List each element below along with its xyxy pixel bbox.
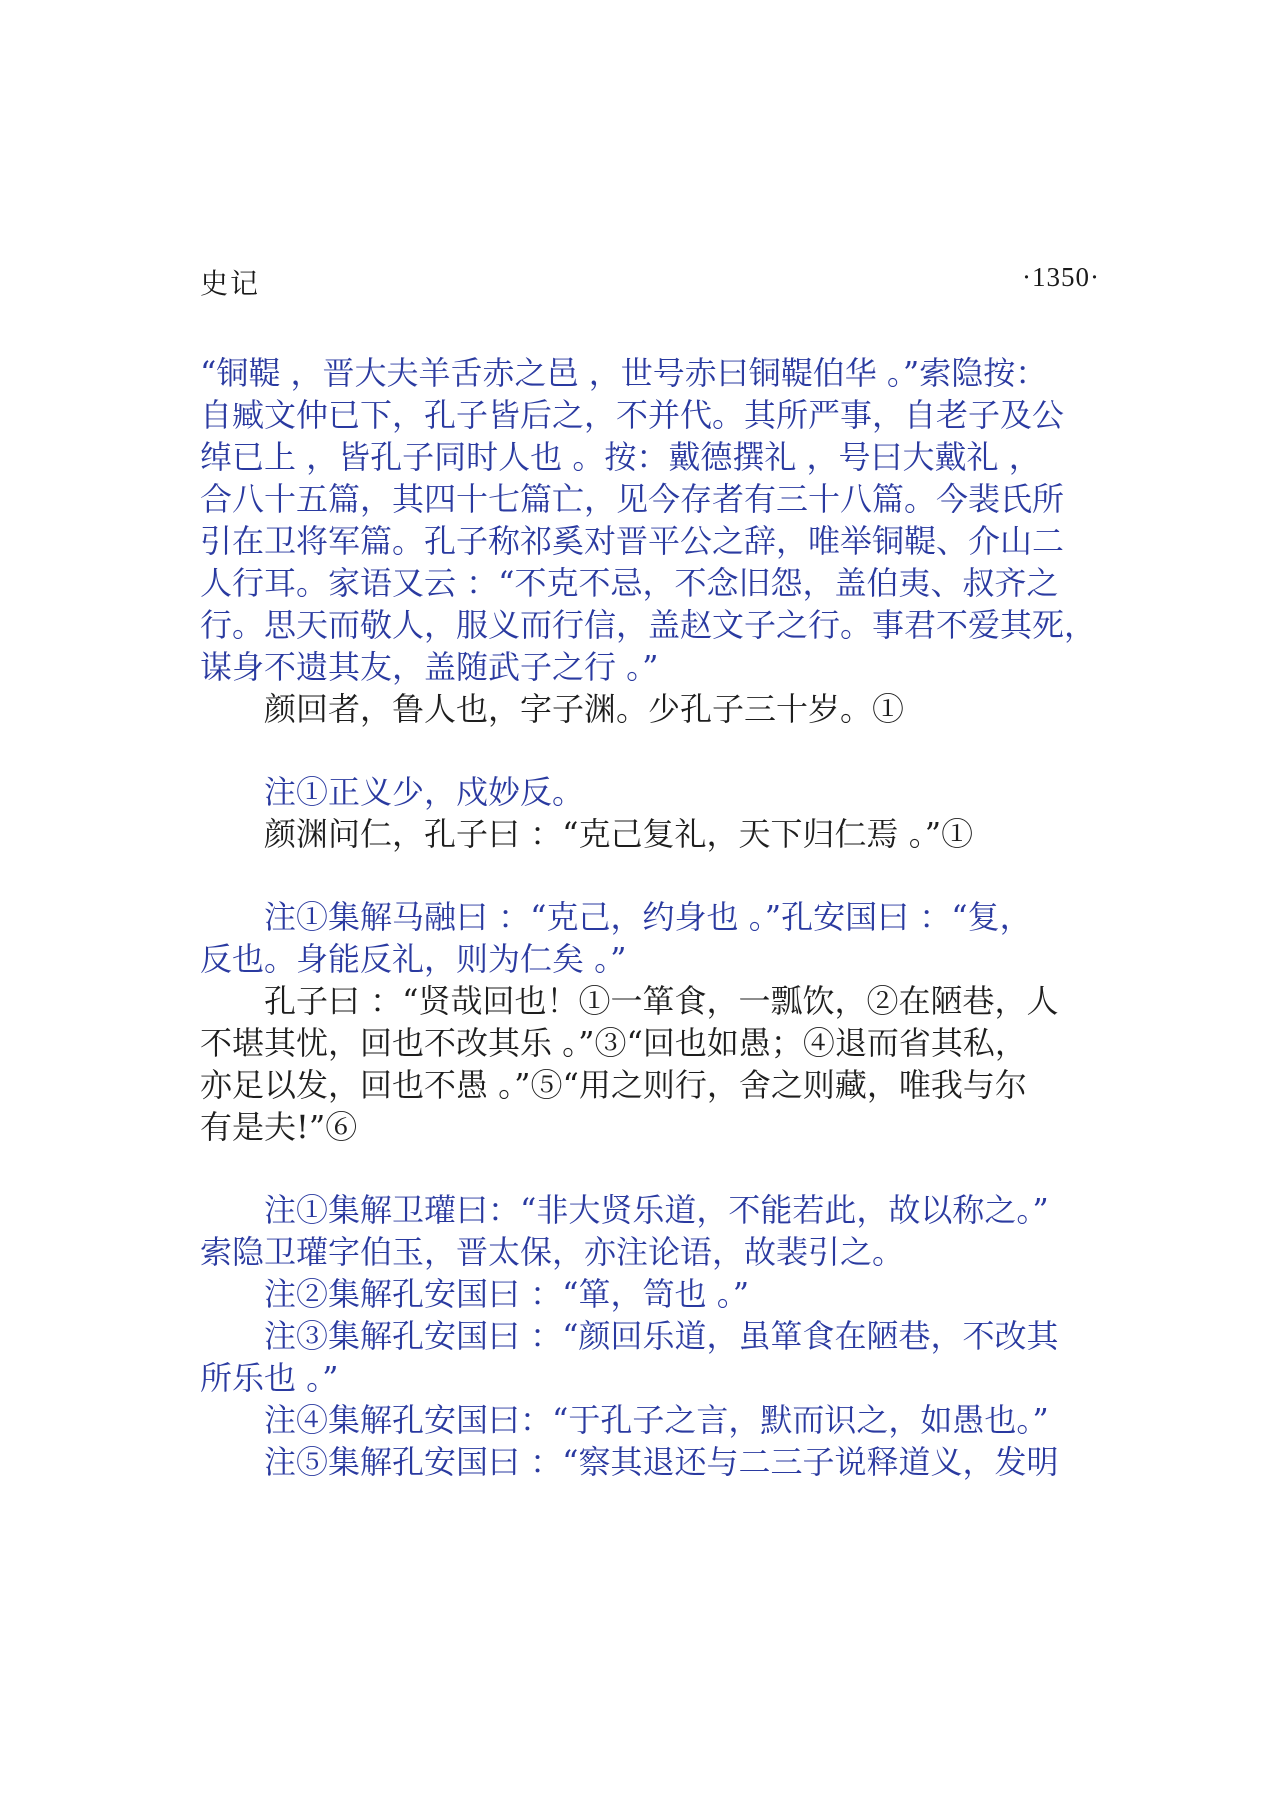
- book-title: 史记: [200, 267, 261, 300]
- annotation-line: 注①集解马融曰 ：“克己，约身也 。”孔安国曰 ：“复，: [264, 898, 1032, 936]
- annotation-line: 所乐也 。”: [200, 1359, 339, 1397]
- annotation-line: 绰已上 ，皆孔子同时人也 。按：戴德撰礼 ，号曰大戴礼 ，: [200, 438, 1041, 476]
- main-text-line: 亦足以发，回也不愚 。”⑤“用之则行，舍之则藏，唯我与尔: [200, 1066, 1027, 1104]
- page-number: ·1350·: [1022, 262, 1100, 292]
- annotation-line: 人行耳。家语又云 ：“不克不忌，不念旧怨，盖伯夷、叔齐之: [200, 564, 1059, 602]
- main-text-line: 孔子曰 ：“贤哉回也！①一箪食，一瓢饮，②在陋巷，人: [264, 982, 1059, 1020]
- paragraph-gap: [200, 730, 1110, 771]
- main-text-line: 有是夫!”⑥: [200, 1108, 358, 1146]
- annotation-line: 注①集解卫瓘曰：“非大贤乐道，不能若此，故以称之。”: [264, 1191, 1049, 1229]
- annotation-line: 引在卫将军篇。孔子称祁奚对晋平公之辞，唯举铜鞮、介山二: [200, 522, 1065, 560]
- annotation-line: 注④集解孔安国曰：“于孔子之言，默而识之，如愚也。”: [264, 1401, 1049, 1439]
- annotation-line: 自臧文仲已下，孔子皆后之，不并代。其所严事，自老子及公: [200, 396, 1065, 434]
- page-body: [200, 352, 1110, 1483]
- annotation-line: 索隐卫瓘字伯玉，晋太保，亦注论语，故裴引之。: [200, 1233, 905, 1271]
- annotation-line: 注①正义少，戍妙反。: [264, 773, 585, 811]
- annotation-line: 注②集解孔安国曰 ：“箪，笥也 。”: [264, 1275, 750, 1313]
- annotation-line: 合八十五篇，其四十七篇亡，见今存者有三十八篇。今裴氏所: [200, 480, 1065, 518]
- annotation-line: 注③集解孔安国曰 ：“颜回乐道，虽箪食在陋巷，不改其: [264, 1317, 1059, 1355]
- paragraph-gap: [200, 1148, 1110, 1189]
- annotation-line: 注⑤集解孔安国曰 ：“察其退还与二三子说释道义，发明: [264, 1443, 1059, 1481]
- page-header: [200, 262, 1100, 302]
- annotation-line: 谋身不遗其友，盖随武子之行 。”: [200, 648, 659, 686]
- paragraph-gap: [200, 855, 1110, 896]
- annotation-line: “铜鞮 ，晋大夫羊舌赤之邑 ，世号赤曰铜鞮伯华 。”索隐按：: [200, 354, 1048, 392]
- main-text-line: 不堪其忧，回也不改其乐 。”③“回也如愚；④退而省其私，: [200, 1024, 1027, 1062]
- annotation-line: 行。思天而敬人，服义而行信，盖赵文子之行。事君不爱其死，: [200, 606, 1097, 644]
- main-text-line: 颜回者，鲁人也，字子渊。少孔子三十岁。①: [264, 690, 905, 728]
- annotation-line: 反也。身能反礼，则为仁矣 。”: [200, 940, 627, 978]
- main-text-line: 颜渊问仁，孔子曰 ：“克己复礼，天下归仁焉 。”①: [264, 815, 974, 853]
